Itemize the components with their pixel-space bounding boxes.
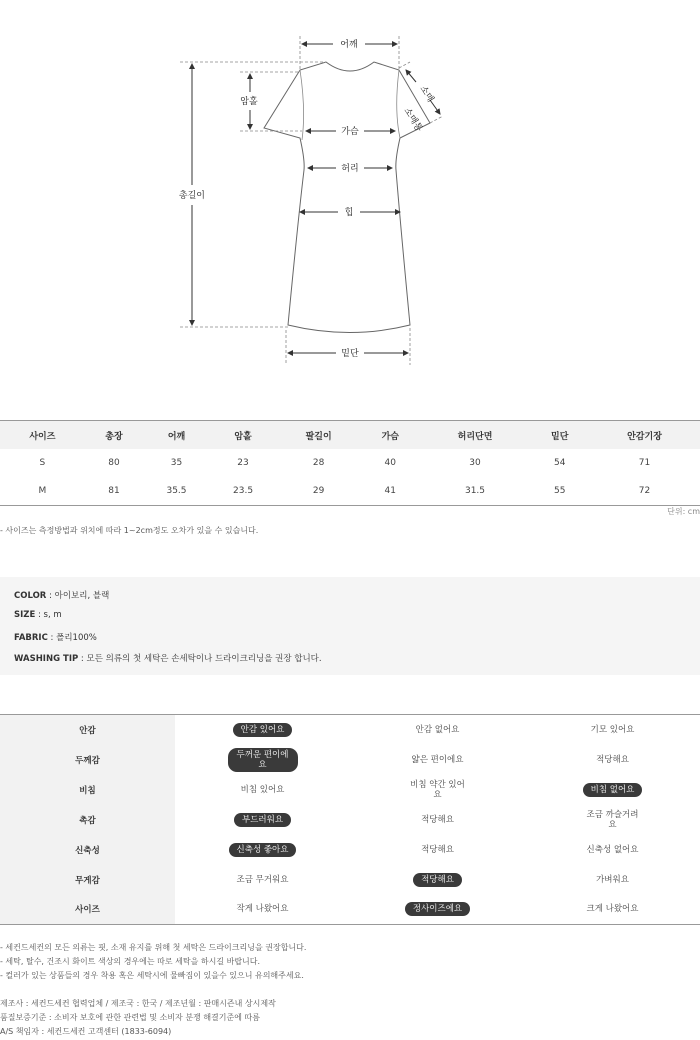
cell: 23.5 — [210, 477, 277, 506]
unit-label: 단위: cm — [667, 507, 700, 516]
feel-row — [0, 835, 700, 865]
cell: 40 — [384, 458, 396, 468]
feel-row — [0, 865, 700, 895]
feel-option-cell — [350, 835, 525, 865]
header-cell: 총장 — [85, 421, 144, 450]
header-cell: 밑단 — [531, 421, 590, 450]
feel-label: 사이즈 — [0, 895, 175, 925]
option-text: 얇은 편이에요 — [411, 754, 464, 765]
feel-option-cell — [525, 865, 700, 895]
feel-option-cell — [525, 715, 700, 745]
cell: 30 — [469, 458, 481, 468]
feel-option-cell — [175, 805, 350, 835]
label-sleeve: 소매 — [417, 84, 436, 105]
feel-label: 안감 — [0, 715, 175, 745]
cell: 31.5 — [420, 477, 531, 506]
cell: 72 — [589, 477, 700, 506]
cell: 35.5 — [143, 477, 210, 506]
info-washing: WASHING TIP : 모든 의류의 첫 세탁은 손세탁이나 드라이크리닝을 권장 합니다. — [14, 654, 322, 664]
manufacturer-info — [0, 997, 276, 1039]
size-table — [0, 420, 700, 506]
feel-option-cell — [175, 895, 350, 925]
feel-option-cell — [525, 775, 700, 805]
label-armhole: 암홀 — [240, 97, 258, 107]
info-fabric: FABRIC : 폴리100% — [14, 633, 97, 643]
product-info-box — [0, 577, 700, 675]
selected-option-badge: 비침 없어요 — [583, 783, 643, 797]
feel-option-cell — [525, 805, 700, 835]
header-cell: 암홀 — [210, 421, 277, 450]
feel-label: 무게감 — [0, 865, 175, 895]
feel-option-cell — [350, 745, 525, 775]
maker-line: A/S 책임자 : 세컨드세컨 고객센터 (1833-6094) — [0, 1027, 172, 1036]
feel-option-cell — [175, 865, 350, 895]
selected-option-badge: 안감 있어요 — [233, 723, 293, 737]
feel-row — [0, 745, 700, 775]
cell: 81 — [85, 477, 144, 506]
feel-label: 촉감 — [0, 805, 175, 835]
label-total-length: 총길이 — [178, 191, 205, 201]
cell: 35 — [170, 458, 183, 468]
feel-option-cell — [525, 895, 700, 925]
option-text: 가벼워요 — [596, 874, 629, 885]
feel-option-cell — [350, 775, 525, 805]
feel-option-cell — [525, 835, 700, 865]
label-shoulder: 어깨 — [340, 40, 358, 50]
option-text: 비침 약간 있어요 — [410, 779, 465, 800]
option-text: 조금 무거워요 — [236, 874, 289, 885]
feel-row — [0, 805, 700, 835]
option-text: 작게 나왔어요 — [236, 904, 289, 915]
feel-option-cell — [350, 715, 525, 745]
dress-illustration — [0, 0, 700, 400]
selected-option-badge: 두꺼운 편이에요 — [228, 748, 298, 772]
cell: 23 — [237, 458, 249, 468]
selected-option-badge: 부드러워요 — [234, 813, 291, 827]
option-text: 적당해요 — [421, 814, 454, 825]
cell: 29 — [276, 477, 361, 506]
option-text: 기모 있어요 — [590, 724, 635, 735]
label-sleeve-width: 소매통 — [401, 106, 424, 134]
dress-outline — [264, 62, 430, 333]
cell: 54 — [554, 458, 566, 468]
header-cell: 사이즈 — [0, 421, 85, 450]
label-hem: 밑단 — [341, 349, 359, 359]
label-hip: 힙 — [344, 208, 354, 218]
header-cell: 어깨 — [143, 421, 210, 450]
feel-option-cell — [175, 745, 350, 775]
cell: 28 — [312, 458, 325, 468]
cell: 55 — [531, 477, 590, 506]
cell: S — [39, 458, 46, 468]
feel-row — [0, 775, 700, 805]
size-table-header — [0, 421, 700, 450]
feel-option-cell — [350, 865, 525, 895]
note-line: - 세탁, 탈수, 건조시 화이트 색상의 경우에는 따로 세탁을 하시길 바랍니다. — [0, 957, 261, 966]
cell: 80 — [108, 458, 120, 468]
header-cell: 팔길이 — [276, 421, 361, 450]
maker-line: 제조사 : 세컨드세컨 협력업체 / 제조국 : 한국 / 제조년월 : 판매시즌내 상시제작 — [0, 999, 276, 1008]
size-note: - 사이즈는 측정방법과 위치에 따라 1~2cm정도 오차가 있을 수 있습니다. — [0, 526, 259, 535]
header-cell: 안감기장 — [589, 421, 700, 450]
size-diagram — [0, 0, 700, 400]
table-row — [0, 449, 700, 477]
label-waist: 허리 — [341, 164, 359, 174]
feel-option-cell — [175, 775, 350, 805]
cell: M — [0, 477, 85, 506]
care-notes — [0, 941, 306, 983]
feel-option-cell — [350, 805, 525, 835]
feel-label: 두께감 — [0, 745, 175, 775]
option-text: 안감 없어요 — [415, 724, 460, 735]
note-line: - 세컨드세컨의 모든 의류는 핏, 소재 유지를 위해 첫 세탁은 드라이크리닝을 권장합니다. — [0, 943, 307, 952]
option-text: 비침 있어요 — [240, 784, 285, 795]
feel-option-cell — [350, 895, 525, 925]
feel-label: 신축성 — [0, 835, 175, 865]
info-color: COLOR : 아이보리, 블랙 — [14, 591, 110, 601]
option-text: 적당해요 — [596, 754, 629, 765]
feel-row — [0, 715, 700, 745]
selected-option-badge: 신축성 좋아요 — [229, 843, 297, 857]
cell: 41 — [361, 477, 420, 506]
feel-option-cell — [525, 745, 700, 775]
feel-label: 비침 — [0, 775, 175, 805]
selected-option-badge: 정사이즈에요 — [405, 902, 470, 916]
selected-option-badge: 적당해요 — [413, 873, 462, 887]
cell: 71 — [638, 458, 651, 468]
feel-option-cell — [175, 715, 350, 745]
header-cell: 가슴 — [361, 421, 420, 450]
info-size: SIZE : s, m — [14, 610, 62, 620]
feel-row — [0, 895, 700, 925]
option-text: 조금 까슬거려요 — [586, 809, 639, 830]
note-line: - 컬러가 있는 상품들의 경우 착용 혹은 세탁시에 물빠짐이 있을수 있으니 유의해주세요. — [0, 971, 304, 980]
option-text: 크게 나왔어요 — [586, 904, 639, 915]
maker-line: 품질보증기준 : 소비자 보호에 관한 관련법 및 소비자 분쟁 해결기준에 따름 — [0, 1013, 260, 1022]
feel-option-cell — [175, 835, 350, 865]
label-chest: 가슴 — [341, 127, 359, 137]
option-text: 적당해요 — [421, 844, 454, 855]
option-text: 신축성 없어요 — [586, 844, 639, 855]
table-row — [0, 477, 700, 506]
header-cell: 허리단면 — [420, 421, 531, 450]
fabric-feel-table — [0, 714, 700, 925]
